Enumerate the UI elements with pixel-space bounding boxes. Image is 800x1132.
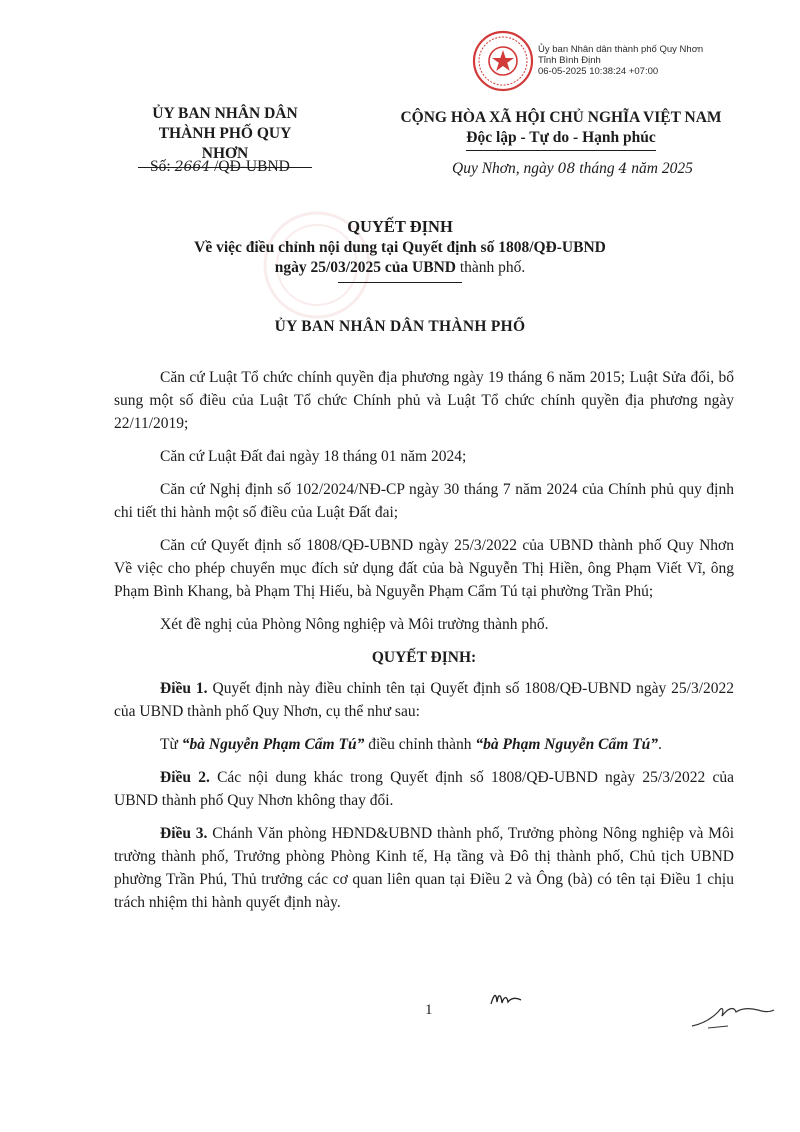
article-1 — [114, 677, 734, 723]
document-subtitle — [150, 238, 650, 278]
basis-paragraph: Căn cứ Quyết định số 1808/QĐ-UBND ngày 25/3/2022 của UBND thành phố Quy Nhơn Về việc cho phép chuyển mục đích sử dụng đất của bà Nguyễn Thị Hiền, ông Phạm Viết Vĩ, ông Phạm Bình Khang, bà Phạm Thị Hiếu, bà Nguyễn Phạm Cẩm Tú tại phường Trần Phú; — [114, 537, 734, 600]
article-1-detail — [114, 733, 734, 756]
document-number — [150, 158, 290, 176]
handwritten-signature — [688, 996, 778, 1032]
article-3-label: Điều 3. — [160, 825, 208, 842]
date-month: 4 — [618, 161, 628, 177]
subtitle-line1: Về việc điều chỉnh nội dung tại Quyết định số 1808/QĐ-UBND — [194, 239, 606, 256]
date-month-label: tháng — [579, 160, 615, 177]
basis-paragraph: Căn cứ Luật Tổ chức chính quyền địa phương ngày 19 tháng 6 năm 2015; Luật Sửa đổi, bổ sung một số điều của Luật Tổ chức Chính phủ và Luật Tổ chức chính quyền địa phương ngày 22/11/2019; — [114, 369, 734, 432]
article-2 — [114, 766, 734, 812]
article-3 — [114, 822, 734, 914]
basis-paragraph: Xét đề nghị của Phòng Nông nghiệp và Môi trường thành phố. — [160, 616, 549, 633]
title-underline — [338, 282, 462, 283]
article-1-new-name: “bà Phạm Nguyễn Cẩm Tú” — [475, 736, 658, 753]
org-line2: THÀNH PHỐ QUY NHƠN — [138, 124, 312, 168]
document-title: QUYẾT ĐỊNH — [347, 217, 453, 236]
article-3-text: Chánh Văn phòng HĐND&UBND thành phố, Trưởng phòng Nông nghiệp và Môi trường thành phố, Trưởng phòng Phòng Kinh tế, Hạ tầng và Đô thị thành phố, Chủ tịch UBND phường Trần Phú, Thủ trưởng các cơ quan liên quan tại Điều 2 và Ông (bà) có tên tại Điều 1 chịu trách nhiệm thi hành quyết định này. — [114, 825, 734, 911]
subtitle-line2 — [150, 258, 650, 278]
national-header — [376, 108, 746, 151]
subtitle-line2-tail: thành phố. — [459, 259, 526, 276]
national-motto: Độc lập - Tự do - Hạnh phúc — [466, 128, 655, 151]
date-prefix: Quy Nhơn, ngày — [452, 160, 554, 177]
article-1-mid: điều chỉnh thành — [368, 736, 472, 753]
docno-suffix: /QĐ-UBND — [214, 158, 290, 175]
official-seal — [472, 30, 534, 92]
nation-name: CỘNG HÒA XÃ HỘI CHỦ NGHĨA VIỆT NAM — [400, 109, 722, 126]
article-1-from: Từ — [160, 736, 178, 753]
date-year: năm 2025 — [631, 160, 693, 177]
date-day: 08 — [557, 161, 576, 177]
subtitle-line2-bold: ngày 25/03/2025 của UBND — [274, 259, 456, 276]
article-1-old-name: “bà Nguyễn Phạm Cẩm Tú” — [181, 736, 365, 753]
basis-paragraph: Căn cứ Luật Đất đai ngày 18 tháng 01 năm 2024; — [160, 448, 467, 465]
signature-timestamp: 06-05-2025 10:38:24 +07:00 — [538, 66, 659, 77]
decision-heading: QUYẾT ĐỊNH: — [371, 649, 477, 666]
page-number: 1 — [425, 1002, 433, 1018]
signer-name: Ủy ban Nhân dân thành phố Quy Nhơn — [538, 44, 704, 55]
basis-paragraph: Căn cứ Nghị định số 102/2024/NĐ-CP ngày 30 tháng 7 năm 2024 của Chính phủ quy định chi tiết thi hành một số điều của Luật Đất đai; — [114, 481, 734, 521]
article-1-label: Điều 1. — [160, 680, 208, 697]
docno-handwritten: 2664 — [174, 159, 211, 175]
article-2-text: Các nội dung khác trong Quyết định số 1808/QĐ-UBND ngày 25/3/2022 của UBND thành phố Quy Nhơn không thay đổi. — [114, 769, 734, 809]
org-line1: ỦY BAN NHÂN DÂN — [152, 105, 298, 122]
article-1-text: Quyết định này điều chỉnh tên tại Quyết định số 1808/QĐ-UBND ngày 25/3/2022 của UBND thành phố Quy Nhơn, cụ thể như sau: — [114, 680, 735, 720]
signer-province: Tỉnh Bình Định — [538, 55, 601, 66]
place-and-date — [452, 160, 693, 178]
handwritten-initials — [488, 988, 528, 1010]
authority-heading: ỦY BAN NHÂN DÂN THÀNH PHỐ — [274, 318, 526, 335]
article-2-label: Điều 2. — [160, 769, 210, 786]
document-body — [114, 366, 734, 924]
article-1-end: . — [657, 736, 662, 753]
digital-signature-info — [538, 44, 703, 77]
docno-prefix: Số: — [150, 158, 171, 175]
